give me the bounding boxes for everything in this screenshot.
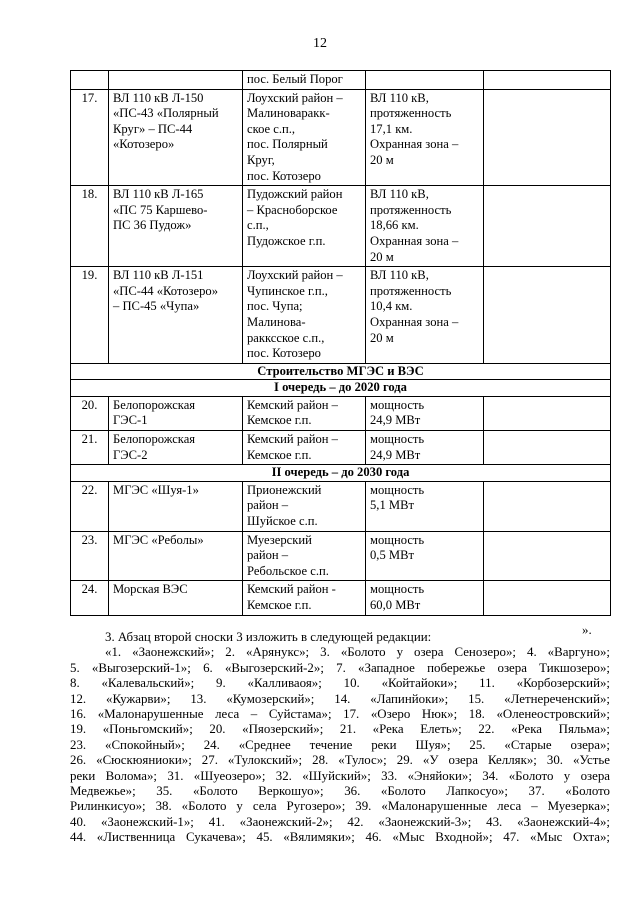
cell-line: Морская ВЭС — [113, 582, 188, 597]
object-spec — [366, 186, 484, 267]
row-number: 20. — [71, 396, 109, 430]
row-number: 24. — [71, 581, 109, 615]
object-spec — [366, 396, 484, 430]
cell-line: 17,1 км. — [370, 121, 413, 136]
stage-row — [71, 380, 611, 397]
object-location — [243, 431, 366, 465]
object-location — [243, 267, 366, 364]
cell-line: – Красноборское — [247, 202, 338, 217]
object-spec — [366, 89, 484, 186]
stage-row — [71, 465, 611, 482]
cell-line: 20 м — [370, 152, 394, 167]
cell-line: пос. Котозеро — [247, 168, 321, 183]
cell-line: – ПС-45 «Чупа» — [113, 299, 200, 314]
object-name — [109, 581, 243, 615]
object-name — [109, 481, 243, 531]
cell-line: ВЛ 110 кВ, — [370, 268, 429, 283]
cell-line: Прионежский — [247, 482, 322, 497]
object-location — [243, 89, 366, 186]
object-location — [243, 531, 366, 581]
cell-line: ское с.п., — [247, 121, 296, 136]
cell-line: 20 м — [370, 249, 394, 264]
list-line: Рилинкисуо»; 38. «Болото у села Ругозеро»; 39. «Малонарушенные леса – Муезерка»; — [70, 799, 610, 814]
object-location — [243, 71, 366, 90]
empty-cell — [484, 186, 611, 267]
cell-line: район – — [247, 548, 289, 563]
empty-cell — [366, 71, 484, 90]
row-number: 17. — [71, 89, 109, 186]
cell-line: пос. Котозеро — [247, 346, 321, 361]
cell-line: с.п., — [247, 218, 269, 233]
protected-areas-list — [70, 645, 610, 845]
section-heading: I очередь – до 2020 года — [71, 380, 611, 397]
cell-line: ВЛ 110 кВ, — [370, 90, 429, 105]
cell-line: ВЛ 110 кВ, — [370, 187, 429, 202]
cell-line: МГЭС «Шуя-1» — [113, 482, 199, 497]
object-name — [109, 396, 243, 430]
cell-line: Кемское г.п. — [247, 598, 312, 612]
cell-line: ВЛ 110 кВ Л-150 — [113, 90, 204, 105]
empty-cell — [484, 581, 611, 615]
object-location — [243, 396, 366, 430]
list-line: 12. «Кужарви»; 13. «Кумозерский»; 14. «Лапинйоки»; 15. «Летнереченский»; — [70, 691, 610, 706]
empty-cell — [484, 531, 611, 581]
cell-line: ракксское с.п., — [247, 330, 325, 345]
empty-cell — [71, 71, 109, 90]
amendment-text — [70, 630, 610, 846]
list-line: 40. «Заонежский-1»; 41. «Заонежский-2»; 42. «Заонежский-3»; 43. «Заонежский-4»; — [70, 814, 610, 829]
section-row — [71, 363, 611, 380]
cell-line: мощность — [370, 532, 425, 547]
list-line: Медвежье»; 35. «Болото Веркошуо»; 36. «Болото Лапкосуо»; 37. «Болото — [70, 784, 610, 799]
cell-line: 10,4 км. — [370, 299, 413, 314]
page-number: 12 — [313, 36, 327, 51]
cell-line: ВЛ 110 кВ Л-151 — [113, 268, 204, 283]
cell-line: Кемское г.п. — [247, 447, 312, 462]
cell-line: Малиноваракк- — [247, 106, 330, 121]
table-row — [71, 89, 611, 186]
list-line: 23. «Спокойный»; 24. «Среднее течение реки Шуя»; 25. «Старые озера»; — [70, 737, 610, 752]
cell-line: пос. Чупа; — [247, 299, 303, 314]
cell-line: Кемский район – — [247, 432, 338, 447]
list-line: 44. «Лиственница Сукачева»; 45. «Вялимяки»; 46. «Мыс Входной»; 47. «Мыс Охта»; — [70, 830, 610, 845]
cell-line: Пудожское г.п. — [247, 233, 326, 248]
cell-line: Белопорожская — [113, 397, 196, 412]
table-row — [71, 186, 611, 267]
object-spec — [366, 431, 484, 465]
cell-line: пос. Полярный — [247, 137, 328, 152]
object-name — [109, 531, 243, 581]
empty-cell — [484, 396, 611, 430]
object-spec — [366, 481, 484, 531]
cell-line: протяженность — [370, 106, 452, 121]
cell-line: Лоухский район – — [247, 90, 343, 105]
section-heading: Строительство МГЭС и ВЭС — [71, 363, 611, 380]
row-number: 23. — [71, 531, 109, 581]
cell-line: 24,9 МВт — [370, 413, 421, 428]
cell-line: мощность — [370, 482, 425, 497]
list-line: 26. «Сюскюяниоки»; 27. «Тулокский»; 28. «Тулос»; 29. «У озера Келляк»; 30. «Устье — [70, 753, 610, 768]
object-name — [109, 186, 243, 267]
cell-line: Лоухский район – — [247, 268, 343, 283]
cell-line: мощность — [370, 397, 425, 412]
table-row — [71, 267, 611, 364]
continuation-row — [71, 71, 611, 90]
object-spec — [366, 267, 484, 364]
cell-line: Круг, — [247, 152, 275, 167]
table-row — [71, 581, 611, 615]
row-number: 18. — [71, 186, 109, 267]
cell-line: мощность — [370, 432, 425, 447]
paragraph-intro: 3. Абзац второй сноски 3 изложить в следующей редакции: — [105, 630, 432, 644]
cell-line: район – — [247, 498, 289, 513]
empty-cell — [484, 89, 611, 186]
cell-line: «ПС-44 «Котозеро» — [113, 283, 219, 298]
empty-cell — [484, 481, 611, 531]
cell-line: «ПС-43 «Полярный — [113, 106, 219, 121]
cell-line: Круг» – ПС-44 — [113, 121, 193, 136]
object-spec — [366, 581, 484, 615]
cell-line: Кемское г.п. — [247, 413, 312, 428]
cell-line: 18,66 км. — [370, 218, 419, 233]
empty-cell — [109, 71, 243, 90]
cell-line: Пудожский район — [247, 187, 343, 202]
table-row — [71, 531, 611, 581]
cell-line: протяженность — [370, 283, 452, 298]
object-spec — [366, 531, 484, 581]
row-number: 22. — [71, 481, 109, 531]
empty-cell — [484, 431, 611, 465]
table-row — [71, 431, 611, 465]
cell-line: Малинова- — [247, 314, 306, 329]
section-heading: II очередь – до 2030 года — [71, 465, 611, 482]
row-number: 19. — [71, 267, 109, 364]
table-row — [71, 396, 611, 430]
cell-line: мощность — [370, 582, 425, 597]
empty-cell — [484, 267, 611, 364]
cell-line: пос. Белый Порог — [247, 72, 343, 86]
list-line: реки Волома»; 31. «Шуеозеро»; 32. «Шуйский»; 33. «Эняйоки»; 34. «Болото у озера — [70, 768, 610, 783]
cell-line: Шуйское с.п. — [247, 514, 318, 529]
list-line: 8. «Калевальский»; 9. «Калливаоя»; 10. «Койтайоки»; 11. «Корбозерский»; — [70, 676, 610, 691]
cell-line: Кемский район – — [247, 397, 338, 412]
cell-line: 0,5 МВт — [370, 548, 414, 563]
empty-cell — [484, 71, 611, 90]
cell-line: ГЭС-1 — [113, 413, 148, 428]
object-location — [243, 481, 366, 531]
object-location — [243, 581, 366, 615]
object-name — [109, 431, 243, 465]
cell-line: Охранная зона – — [370, 137, 459, 152]
cell-line: «ПС 75 Каршево- — [113, 202, 208, 217]
cell-line: Охранная зона – — [370, 314, 459, 329]
cell-line: 5,1 МВт — [370, 498, 414, 513]
cell-line: 20 м — [370, 330, 394, 345]
list-line: «1. «Заонежский»; 2. «Арянукс»; 3. «Болото у озера Сенозеро»; 4. «Варгуно»; — [105, 645, 610, 660]
object-name — [109, 267, 243, 364]
cell-line: протяженность — [370, 202, 452, 217]
table-row — [71, 481, 611, 531]
object-location — [243, 186, 366, 267]
cell-line: Ребольское с.п. — [247, 563, 329, 578]
cell-line: ВЛ 110 кВ Л-165 — [113, 187, 204, 202]
cell-line: Белопорожская — [113, 432, 196, 447]
infrastructure-table — [70, 70, 611, 616]
cell-line: Охранная зона – — [370, 233, 459, 248]
cell-line: ГЭС-2 — [113, 447, 148, 462]
object-name — [109, 89, 243, 186]
cell-line: МГЭС «Реболы» — [113, 532, 204, 547]
cell-line: 24,9 МВт — [370, 447, 421, 462]
cell-line: ПС 36 Пудож» — [113, 218, 192, 233]
cell-line: 60,0 МВт — [370, 598, 421, 612]
list-line: 16. «Малонарушенные леса – Суйстама»; 17. «Озеро Нюк»; 18. «Оленеостровский»; — [70, 707, 610, 722]
row-number: 21. — [71, 431, 109, 465]
cell-line: Кемский район - — [247, 582, 336, 597]
cell-line: Муезерский — [247, 532, 312, 547]
list-line: 19. «Поньгомский»; 20. «Пяозерский»; 21. «Река Елеть»; 22. «Река Пяльма»; — [70, 722, 610, 737]
cell-line: Чупинское г.п., — [247, 283, 328, 298]
list-line: 5. «Выгозерский-1»; 6. «Выгозерский-2»; 7. «Западное побережье озера Тикшозеро»; — [70, 660, 610, 675]
closing-quote: ». — [582, 622, 592, 637]
cell-line: «Котозеро» — [113, 137, 175, 152]
